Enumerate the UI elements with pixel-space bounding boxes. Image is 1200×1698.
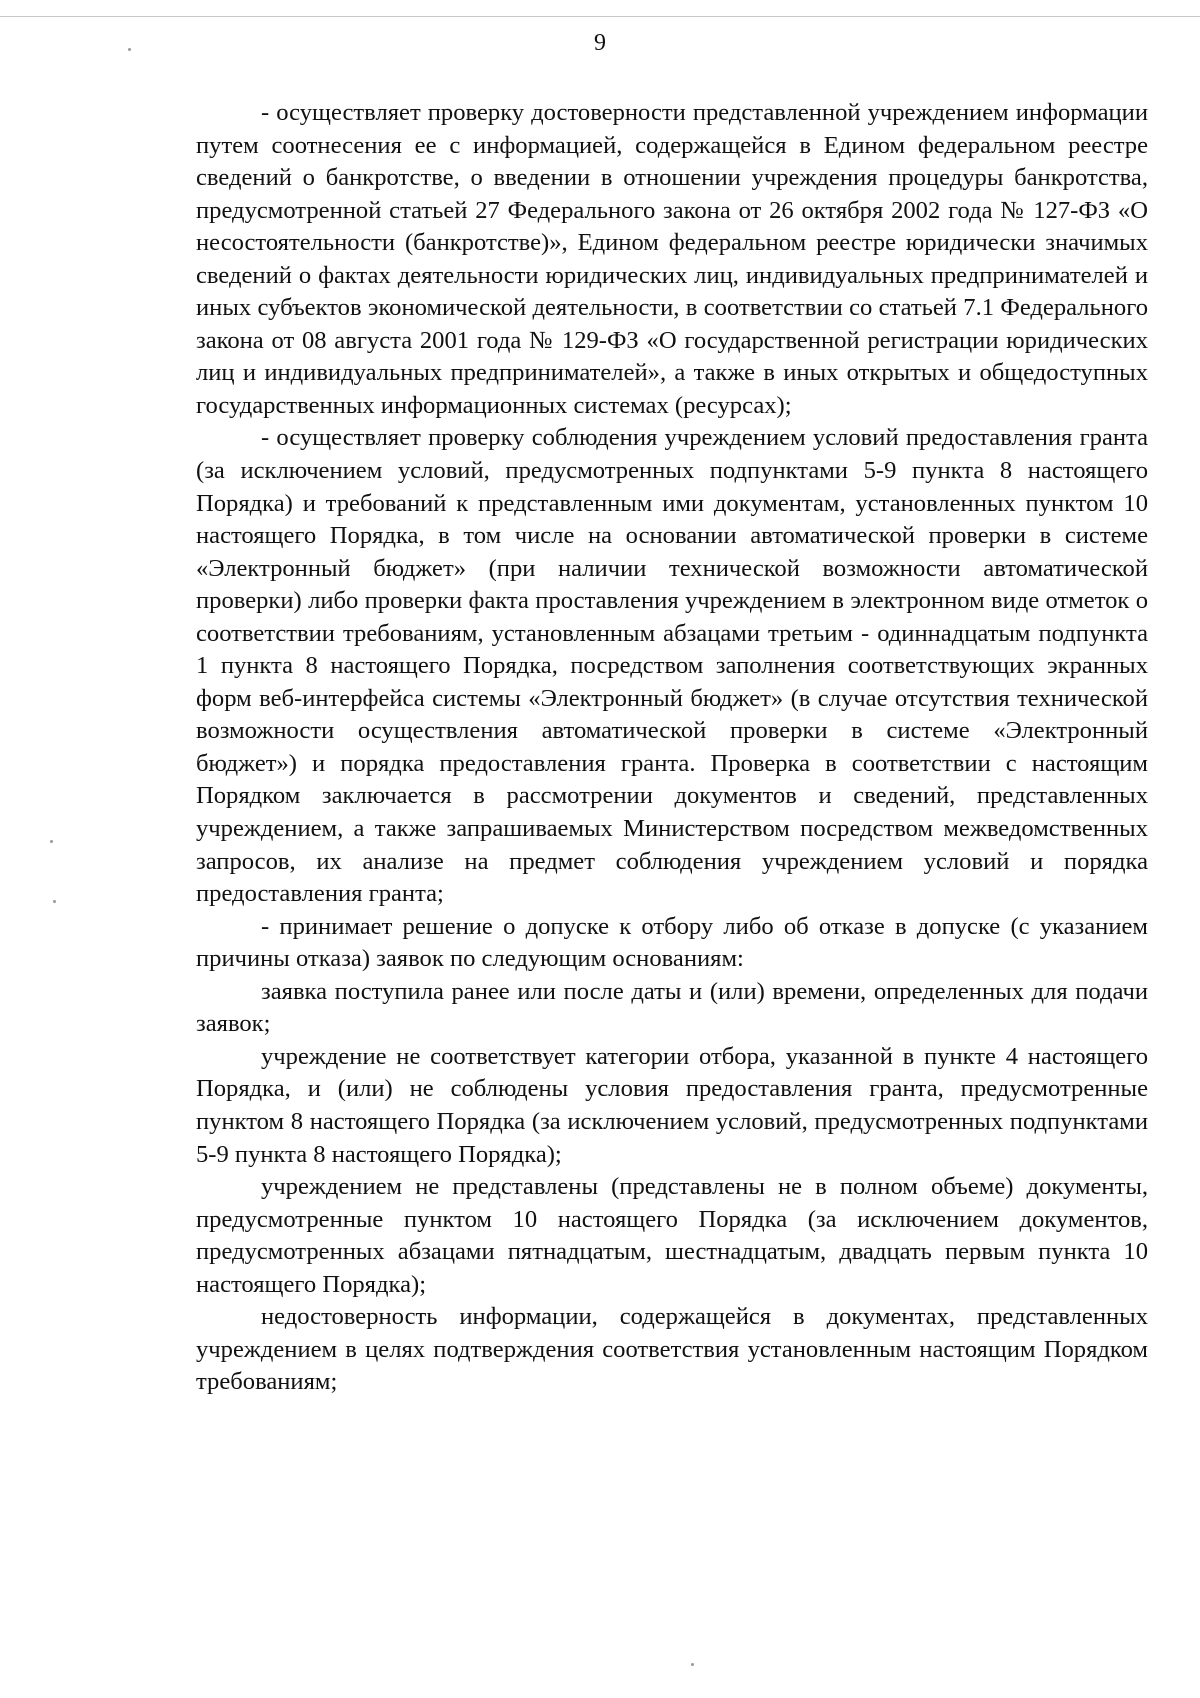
- paragraph-5: учреждение не соответствует категории отбора, указанной в пункте 4 настоящего Порядка, и (или) не соблюдены условия предоставления гранта, предусмотренные пунктом 8 настоящего Порядка (за исключением условий, предусмотренных подпунктами 5-9 пункта 8 настоящего Порядка);: [196, 1042, 1148, 1168]
- scan-top-edge: [0, 16, 1200, 17]
- paragraph-7: недостоверность информации, содержащейся в документах, представленных учреждением в целях подтверждения соответствия установленным настоящим Порядком требованиям;: [196, 1303, 1148, 1396]
- scan-speck: [53, 900, 56, 903]
- document-body: [196, 97, 1148, 1399]
- paragraph-2: - осуществляет проверку соблюдения учреждением условий предоставления гранта (за исключением условий, предусмотренных подпунктами 5-9 пункта 8 настоящего Порядка) и требований к представленным ими документам, установленных пунктом 10 настоящего Порядка, в том числе на основании автоматической проверки в системе «Электронный бюджет» (при наличии технической возможности автоматической проверки) либо проверки факта проставления учреждением в электронном виде отметок о соответствии требованиям, установленным абзацами третьим - одиннадцатым подпункта 1 пункта 8 настоящего Порядка, посредством заполнения соответствующих экранных форм веб-интерфейса системы «Электронный бюджет» (в случае отсутствия технической возможности осуществления автоматической проверки в системе «Электронный бюджет») и порядка предоставления гранта. Проверка в соответствии с настоящим Порядком заключается в рассмотрении документов и сведений, представленных учреждением, а также запрашиваемых Министерством посредством межведомственных запросов, их анализе на предмет соблюдения учреждением условий и порядка предоставления гранта;: [196, 424, 1148, 908]
- scan-speck: [691, 1663, 694, 1666]
- paragraph-6: учреждением не представлены (представлены не в полном объеме) документы, предусмотренные пунктом 10 настоящего Порядка (за исключением документов, предусмотренных абзацами пятнадцатым, шестнадцатым, двадцать первым пункта 10 настоящего Порядка);: [196, 1173, 1148, 1298]
- page-number: 9: [594, 30, 606, 56]
- scan-speck: [128, 48, 131, 51]
- paragraph-1: - осуществляет проверку достоверности представленной учреждением информации путем соотнесения ее с информацией, содержащейся в Едином федеральном реестре сведений о банкротстве, о введении в отношении учреждения процедуры банкротства, предусмотренной статьей 27 Федерального закона от 26 октября 2002 года № 127-ФЗ «О несостоятельности (банкротстве)», Едином федеральном реестре юридически значимых сведений о фактах деятельности юридических лиц, индивидуальных предпринимателей и иных субъектов экономической деятельности, в соответствии со статьей 7.1 Федерального закона от 08 августа 2001 года № 129-ФЗ «О государственной регистрации юридических лиц и индивидуальных предпринимателей», а также в иных открытых и общедоступных государственных информационных системах (ресурсах);: [196, 99, 1148, 419]
- scan-speck: [50, 840, 53, 843]
- paragraph-4: заявка поступила ранее или после даты и (или) времени, определенных для подачи заявок;: [196, 977, 1148, 1038]
- paragraph-3: - принимает решение о допуске к отбору либо об отказе в допуске (с указанием причины отказа) заявок по следующим основаниям:: [196, 912, 1148, 973]
